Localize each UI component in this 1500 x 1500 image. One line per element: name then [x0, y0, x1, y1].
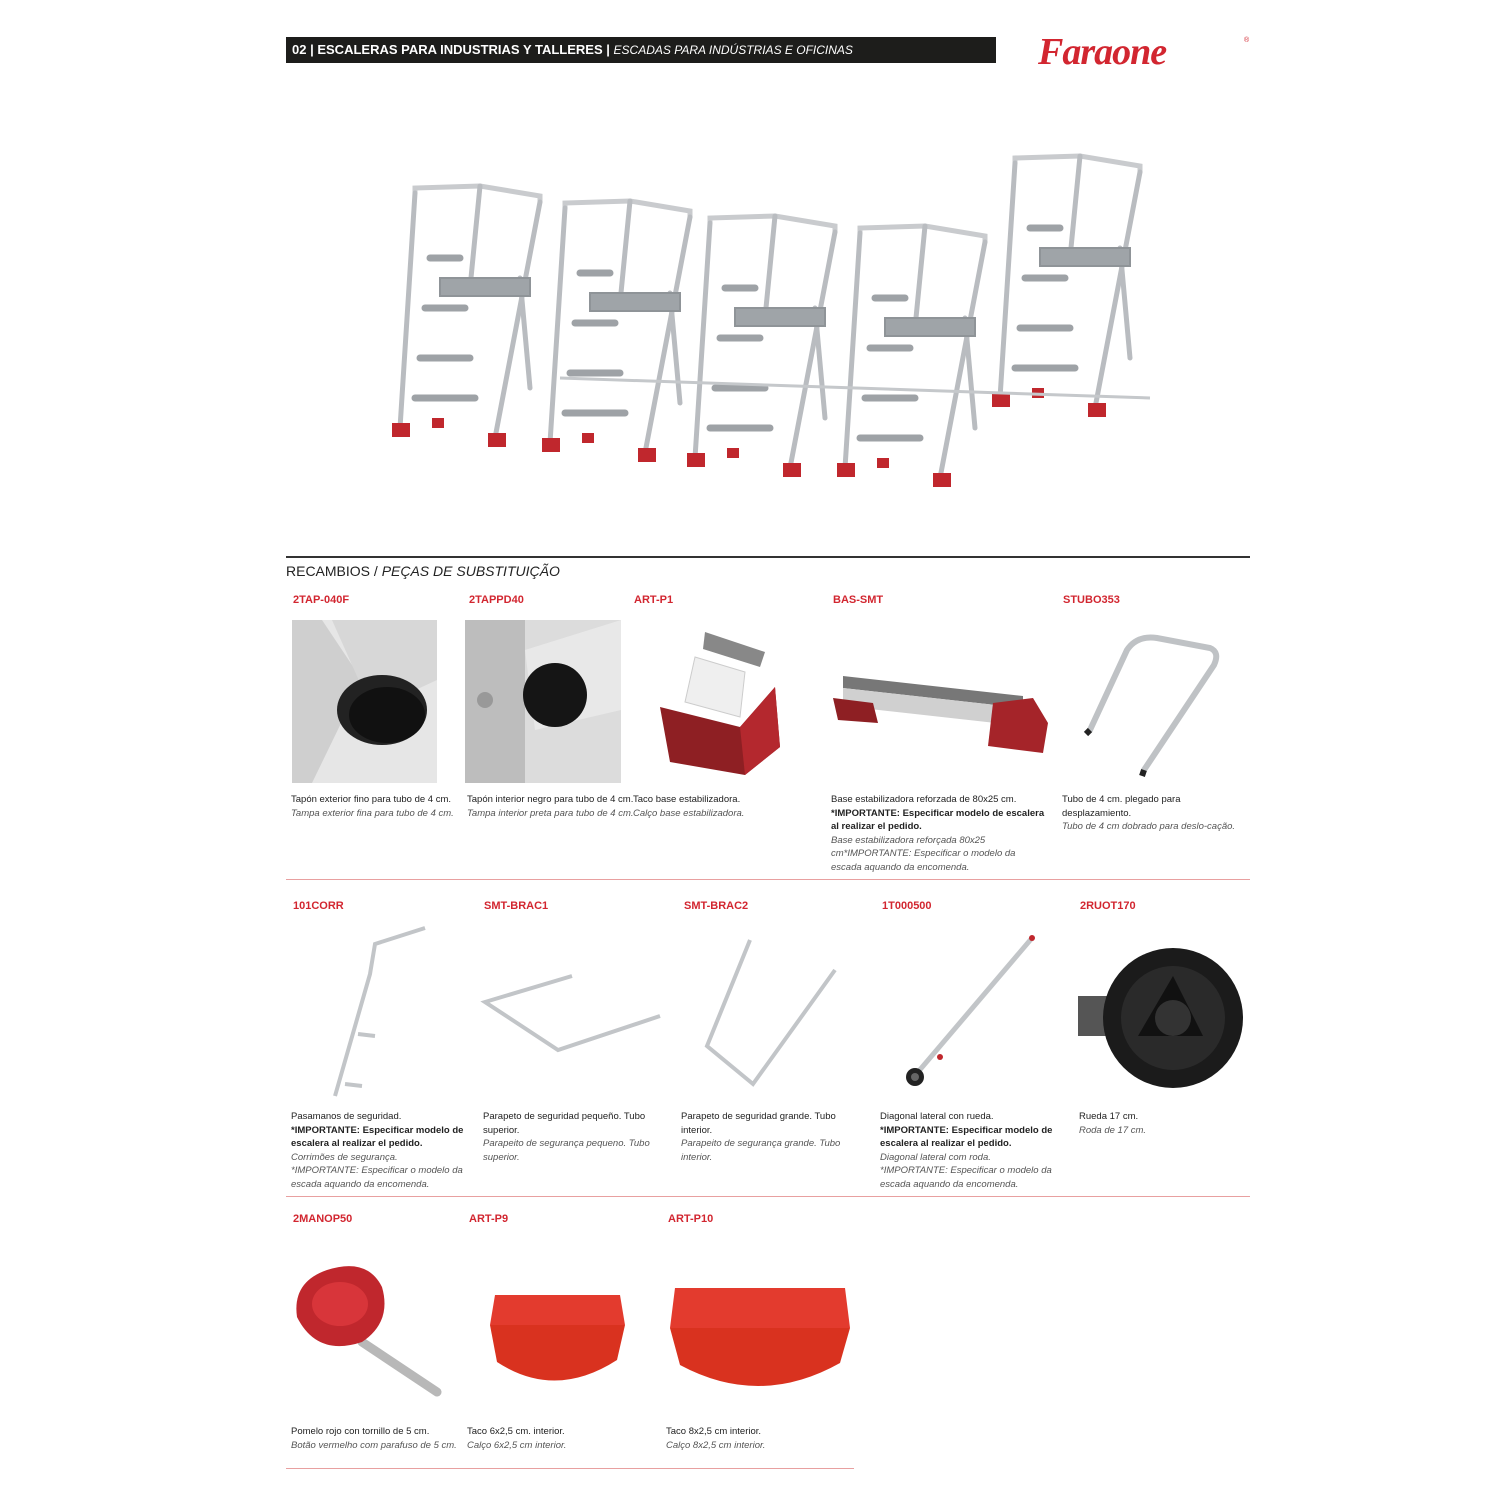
- ladders-hero-image: [370, 98, 1240, 550]
- part-code: ART-P1: [634, 594, 674, 606]
- part-code: SMT-BRAC1: [484, 900, 549, 912]
- inner-cap-icon: [465, 620, 621, 783]
- small-guard-icon: [480, 970, 665, 1055]
- part-description: Parapeto de seguridad pequeño. Tubo superior. Parapeito de segurança pequeno. Tubo superior.: [483, 1111, 650, 1163]
- row-divider: [286, 879, 1250, 880]
- part-code: 1T000500: [882, 900, 932, 912]
- part-description: Rueda 17 cm. Roda de 17 cm.: [1079, 1111, 1147, 1136]
- part-code: BAS-SMT: [833, 594, 884, 606]
- diagonal-wheel-icon: [900, 932, 1040, 1088]
- section-divider: [286, 556, 1250, 558]
- part-description: Taco base estabilizadora. Calço base estabilizadora.: [633, 794, 745, 819]
- bent-tube-icon: [1082, 630, 1222, 778]
- handrail-icon: [330, 924, 430, 1102]
- base-block-icon: [655, 627, 785, 775]
- brand-logo-text: Faraone: [1038, 32, 1167, 70]
- part-description: Base estabilizadora reforzada de 80x25 cm. *IMPORTANTE: Especificar modelo de escalera al realizar el pedido. Base estabilizadora reforçada 80x25 cm*IMPORTANTE: Especificar o modelo da escada aquando da encomenda.: [831, 794, 1045, 873]
- spare-parts-title: RECAMBIOS / PEÇAS DE SUBSTITUIÇÃO: [286, 563, 560, 579]
- row-divider: [286, 1468, 854, 1469]
- round-cap-icon: [292, 620, 437, 783]
- part-code: ART-P10: [668, 1213, 714, 1225]
- page-header-bar: [286, 37, 996, 63]
- part-code: STUBO353: [1063, 594, 1120, 606]
- stabilizer-base-icon: [833, 668, 1051, 758]
- foot-large-icon: [665, 1283, 855, 1403]
- svg-text:®: ®: [1244, 37, 1250, 44]
- part-description: Pasamanos de seguridad. *IMPORTANTE: Especificar modelo de escalera al realizar el pedido. Corrimões de segurança. *IMPORTANTE: Especificar o modelo da escada aquando da encomenda.: [291, 1111, 464, 1190]
- part-code: 2TAPPD40: [469, 594, 524, 606]
- part-description: Taco 8x2,5 cm interior. Calço 8x2,5 cm interior.: [666, 1426, 766, 1451]
- knob-screw-icon: [292, 1262, 447, 1402]
- section-title-es: ESCALERAS PARA INDUSTRIAS Y TALLERES |: [317, 42, 610, 57]
- part-description: Pomelo rojo con tornillo de 5 cm. Botão vermelho com parafuso de 5 cm.: [291, 1426, 457, 1451]
- part-description: Tubo de 4 cm. plegado para desplazamiento. Tubo de 4 cm dobrado para deslo-cação.: [1062, 794, 1236, 832]
- part-description: Parapeto de seguridad grande. Tubo interior. Parapeito de segurança grande. Tubo interior.: [681, 1111, 841, 1163]
- part-code: ART-P9: [469, 1213, 509, 1225]
- part-description: Tapón interior negro para tubo de 4 cm. Tampa interior preta para tubo de 4 cm.: [467, 794, 634, 819]
- foot-small-icon: [485, 1290, 630, 1395]
- section-title-pt: ESCADAS PARA INDÚSTRIAS E OFICINAS: [613, 43, 853, 57]
- part-code: 2MANOP50: [293, 1213, 353, 1225]
- row-divider: [286, 1196, 1250, 1197]
- part-code: 2RUOT170: [1080, 900, 1136, 912]
- brand-logo: [1036, 32, 1252, 70]
- part-code: 2TAP-040F: [293, 594, 350, 606]
- part-code: 101CORR: [293, 900, 344, 912]
- part-description: Diagonal lateral con rueda. *IMPORTANTE: Especificar modelo de escalera al realizar el pedido. Diagonal lateral com roda. *IMPORTANTE: Especificar o modelo da escada aquando da encomenda.: [880, 1111, 1053, 1190]
- part-description: Tapón exterior fino para tubo de 4 cm. Tampa exterior fina para tubo de 4 cm.: [291, 794, 454, 819]
- part-code: SMT-BRAC2: [684, 900, 749, 912]
- section-number: 02 |: [292, 42, 314, 57]
- part-description: Taco 6x2,5 cm. interior. Calço 6x2,5 cm interior.: [467, 1426, 567, 1451]
- wheel-icon: [1078, 936, 1243, 1101]
- large-guard-icon: [695, 936, 845, 1088]
